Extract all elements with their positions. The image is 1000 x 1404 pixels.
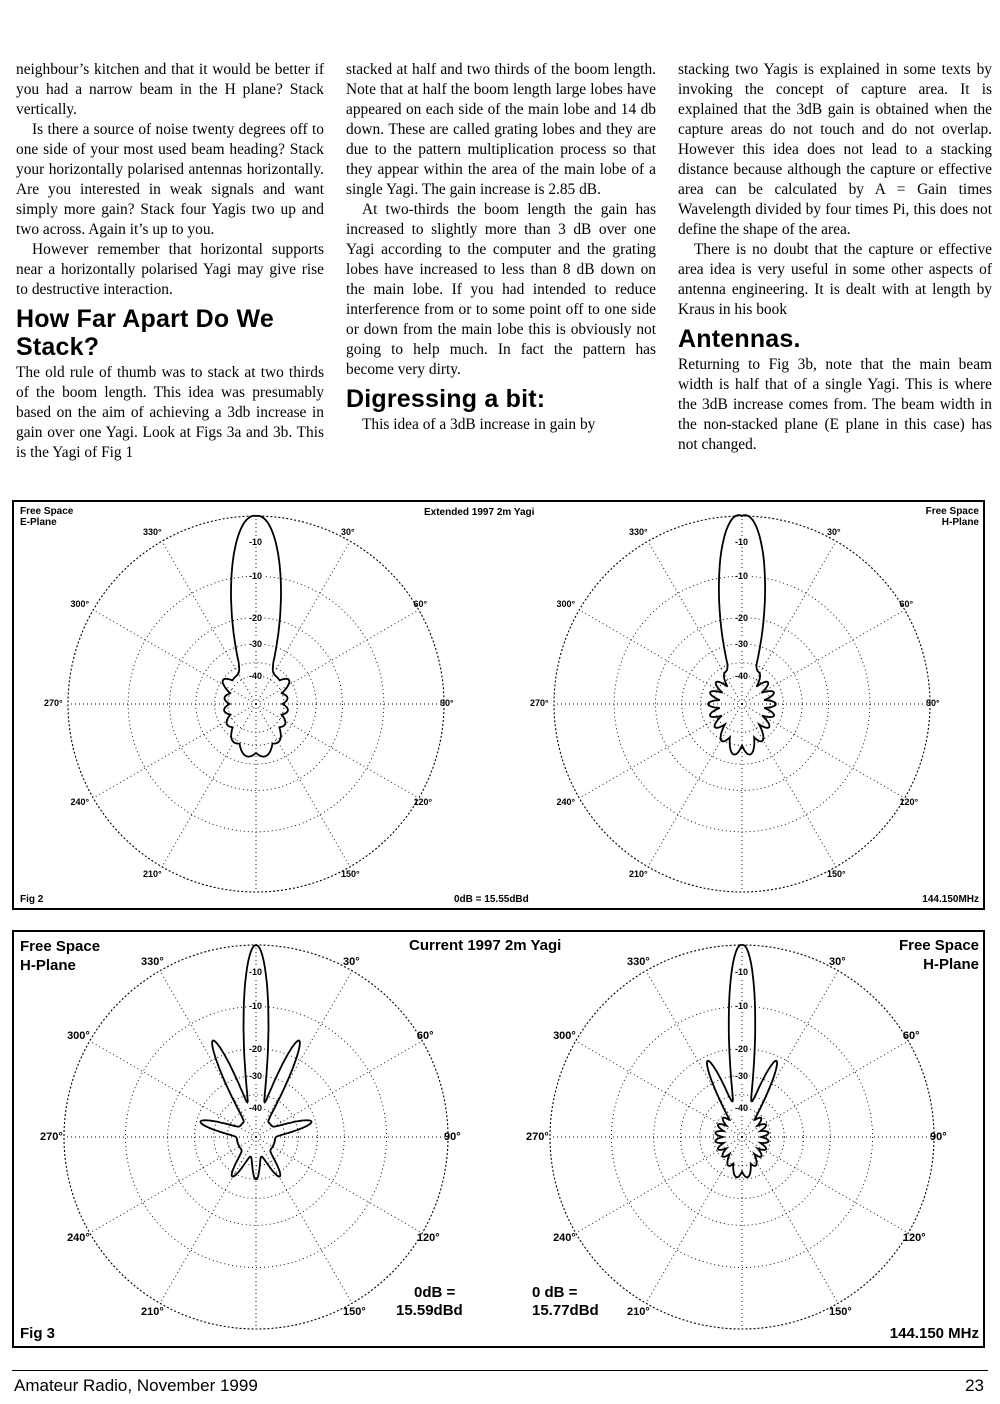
polar-spoke — [160, 971, 256, 1137]
polar-spoke — [256, 1137, 422, 1233]
db-ring-label: -40 — [735, 1103, 749, 1114]
angle-label: 330° — [143, 526, 162, 537]
plane-label: H-Plane — [941, 517, 979, 528]
angle-label: 240° — [70, 797, 90, 807]
polar-plots — [14, 932, 983, 1346]
section-heading: Digressing a bit: — [346, 385, 546, 413]
polar-spoke — [256, 610, 419, 704]
angle-label: 150° — [341, 869, 360, 880]
paragraph: The old rule of thumb was to stack at two thirds of the boom length. This idea was presumably based on the aim of achieving a 3db increase in gain over one Yagi. Look at Figs 3a and 3b. This is the Yagi of Fig 1 — [16, 364, 324, 461]
db-ring-label: -40 — [735, 670, 749, 681]
angle-label: 210° — [141, 1305, 164, 1318]
gain-note: 15.59dBd — [396, 1302, 463, 1319]
angle-label: 150° — [829, 1305, 852, 1318]
angle-label: 30° — [827, 526, 841, 537]
polar-plots — [14, 502, 983, 908]
db-ring-label: -10 — [249, 537, 263, 548]
gain-note: 0dB = 15.55dBd — [454, 894, 529, 905]
angle-label: 330° — [141, 956, 164, 969]
angle-label: 210° — [629, 869, 648, 880]
paragraph: However remember that horizontal supports near a horizontally polarised Yagi may give rise to destructive interaction. — [16, 241, 324, 298]
plane-label: Free Space — [20, 938, 101, 955]
polar-spoke — [162, 541, 256, 704]
angle-label: 270° — [40, 1131, 63, 1143]
plane-label: E-Plane — [20, 517, 57, 528]
db-ring-label: -10 — [735, 966, 749, 977]
polar-spoke — [576, 1137, 742, 1233]
polar-spoke — [256, 1041, 422, 1137]
angle-label: 150° — [827, 869, 846, 880]
section-heading: Antennas. — [678, 325, 801, 353]
angle-label: 240° — [553, 1232, 576, 1244]
polar-spoke — [256, 1137, 352, 1303]
gain-note: 15.77dBd — [532, 1302, 599, 1319]
polar-spoke — [90, 1041, 256, 1137]
text-column-2 — [346, 60, 656, 435]
paragraph: Returning to Fig 3b, note that the main beam width is half that of a single Yagi. This is where the 3dB increase comes from. The beam width in the non-stacked plane (E plane in this case) has not changed. — [678, 356, 992, 453]
angle-label: 60° — [899, 599, 914, 609]
polar-spoke — [579, 610, 742, 704]
figure-label: Fig 2 — [20, 894, 44, 905]
angle-label: 120° — [902, 1232, 926, 1244]
angle-label: 60° — [902, 1030, 920, 1042]
db-ring-label: -20 — [735, 612, 749, 623]
angle-label: 30° — [343, 956, 360, 969]
plane-label: Free Space — [925, 506, 979, 517]
plane-label: Free Space — [20, 506, 74, 517]
angle-label: 30° — [829, 956, 846, 969]
angle-label: 270° — [44, 698, 63, 708]
polar-spoke — [90, 1137, 256, 1233]
polar-spoke — [742, 1041, 908, 1137]
db-ring-label: -10 — [735, 571, 749, 582]
gain-note: 0 dB = — [532, 1284, 578, 1301]
polar-spoke — [742, 704, 905, 798]
plane-label: Free Space — [898, 937, 979, 954]
polar-spoke — [93, 610, 256, 704]
angle-label: 300° — [67, 1030, 90, 1042]
db-ring-label: -10 — [735, 1001, 749, 1012]
angle-label: 30° — [341, 526, 355, 537]
db-ring-label: -20 — [249, 612, 263, 623]
polar-spoke — [93, 704, 256, 798]
section-heading: How Far Apart Do We Stack? — [16, 305, 274, 361]
angle-label: 120° — [899, 797, 919, 807]
db-ring-label: -20 — [249, 1043, 263, 1054]
angle-label: 270° — [526, 1131, 549, 1143]
angle-label: 300° — [70, 599, 90, 609]
polar-spoke — [576, 1041, 742, 1137]
paragraph: At two-thirds the boom length the gain has increased to slightly more than 3 dB over one Yagi according to the computer and the grating lobes have increased to less than 8 dB down on the main lobe. If you had intended to reduce interference from or to some point off to one side or down from the main lobe this is obviously not going to help much. In fact the pattern has become very dirty. — [346, 201, 656, 378]
polar-spoke — [648, 541, 742, 704]
polar-spoke — [160, 1137, 256, 1303]
plane-label: H-Plane — [923, 956, 979, 973]
polar-spoke — [646, 971, 742, 1137]
polar-spoke — [742, 610, 905, 704]
db-ring-label: -30 — [249, 638, 263, 649]
db-ring-label: -30 — [249, 1070, 263, 1081]
polar-spoke — [742, 1137, 908, 1233]
gain-note: 0dB = — [414, 1284, 456, 1301]
paragraph: stacking two Yagis is explained in some texts by invoking the concept of capture area. It is explained that the 3dB gain is obtained when the capture areas do not touch and do not overlap. However this idea does not lead to a stacking distance because although the capture or effective area can be calculated by A = Gain times Wavelength divided by four times Pi, this does not define the shape of the area. — [678, 61, 992, 238]
polar-spoke — [256, 704, 350, 867]
figure-title: Current 1997 2m Yagi — [409, 937, 562, 954]
footer-publication: Amateur Radio, November 1999 — [14, 1376, 258, 1395]
frequency-label: 144.150 MHz — [889, 1325, 979, 1342]
polar-spoke — [742, 704, 836, 867]
angle-label: 270° — [530, 698, 549, 708]
text-column-1 — [16, 60, 324, 463]
db-ring-label: -30 — [735, 638, 749, 649]
frequency-label: 144.150MHz — [922, 894, 979, 905]
angle-label: 240° — [67, 1232, 90, 1244]
db-ring-label: -10 — [249, 571, 263, 582]
figure-2 — [12, 500, 985, 910]
polar-spoke — [256, 971, 352, 1137]
footer-rule — [12, 1370, 988, 1371]
db-ring-label: -30 — [735, 1070, 749, 1081]
polar-spoke — [742, 541, 836, 704]
figure-title: Extended 1997 2m Yagi — [424, 507, 535, 518]
paragraph: neighbour’s kitchen and that it would be better if you had a narrow beam in the H plane? Stack vertically. — [16, 61, 324, 118]
paragraph: There is no doubt that the capture or effective area idea is very useful in some other aspects of antenna engineering. It is dealt with at length by Kraus in his book — [678, 241, 992, 318]
angle-label: 300° — [553, 1030, 576, 1042]
plane-label: H-Plane — [20, 957, 76, 974]
angle-label: 90° — [440, 698, 454, 708]
angle-label: 210° — [627, 1305, 650, 1318]
db-ring-label: -10 — [735, 537, 749, 548]
angle-label: 120° — [416, 1232, 440, 1244]
angle-label: 120° — [413, 797, 433, 807]
polar-spoke — [742, 971, 838, 1137]
paragraph: Is there a source of noise twenty degrees off to one side of your most used beam heading? Stack your horizontally polarised antennas horizontally. Are you interested in weak signals and want simply more gain? Stack four Yagis two up and two across. Again it’s up to you. — [16, 121, 324, 238]
polar-spoke — [648, 704, 742, 867]
figure-3 — [12, 930, 985, 1348]
page-number: 23 — [965, 1376, 984, 1395]
angle-label: 150° — [343, 1305, 366, 1318]
figure-label: Fig 3 — [20, 1325, 56, 1342]
db-ring-label: -20 — [735, 1043, 749, 1054]
polar-spoke — [256, 541, 350, 704]
angle-label: 210° — [143, 869, 162, 880]
angle-label: 240° — [556, 797, 576, 807]
db-ring-label: -40 — [249, 1103, 263, 1114]
polar-spoke — [579, 704, 742, 798]
polar-spoke — [162, 704, 256, 867]
paragraph: This idea of a 3dB increase in gain by — [362, 416, 596, 433]
angle-label: 330° — [629, 526, 648, 537]
text-column-3 — [678, 60, 992, 455]
polar-spoke — [256, 704, 419, 798]
angle-label: 330° — [627, 956, 650, 969]
angle-label: 60° — [416, 1030, 434, 1042]
angle-label: 60° — [413, 599, 428, 609]
angle-label: 90° — [930, 1131, 947, 1143]
angle-label: 300° — [556, 599, 576, 609]
db-ring-label: -10 — [249, 966, 263, 977]
db-ring-label: -40 — [249, 670, 263, 681]
paragraph: stacked at half and two thirds of the boom length. Note that at half the boom length large lobes have appeared on each side of the main lobe and 14 db down. These are called grating lobes and they are due to the pattern multiplication process so that they appear within the area of the main lobe of a single Yagi. The gain increase is 2.85 dB. — [346, 61, 656, 198]
db-ring-label: -10 — [249, 1001, 263, 1012]
angle-label: 90° — [444, 1131, 461, 1143]
radiation-pattern — [707, 945, 777, 1177]
angle-label: 90° — [926, 698, 940, 708]
